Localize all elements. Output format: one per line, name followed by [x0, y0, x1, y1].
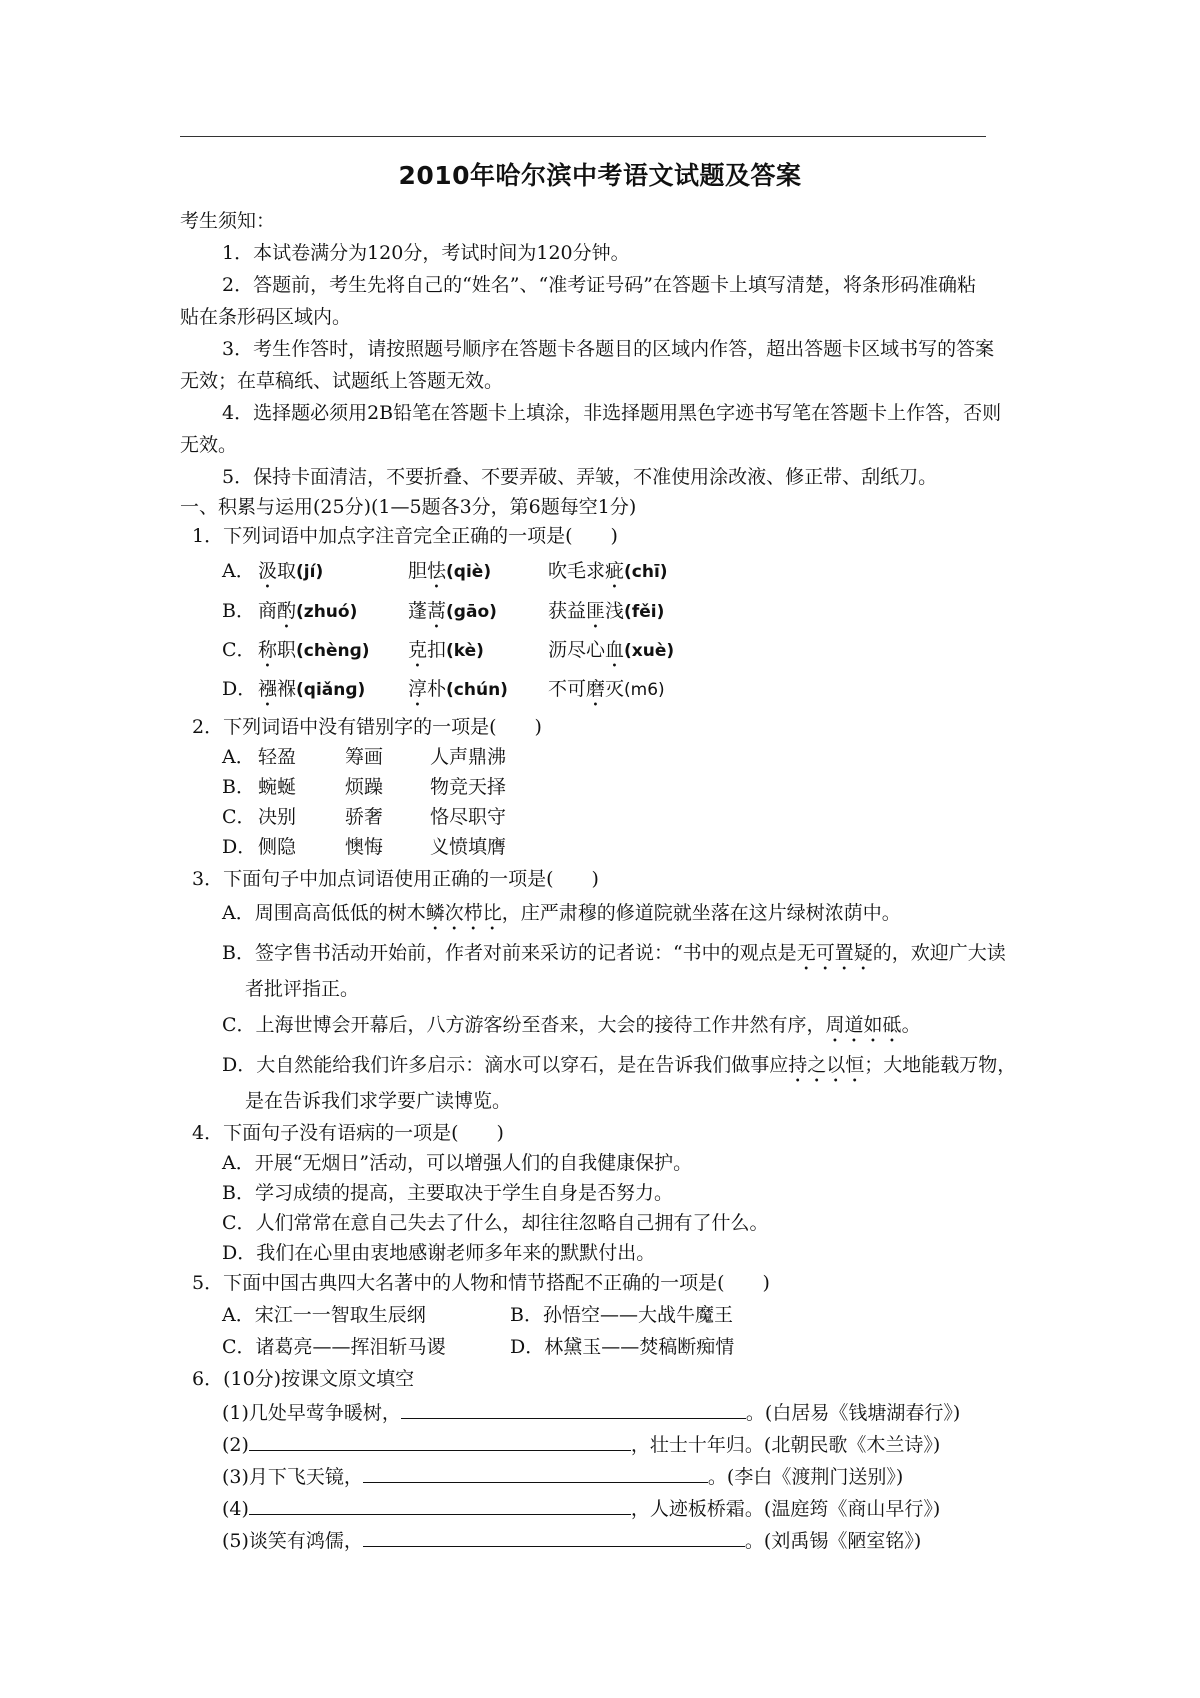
q1-word-2: 蓬蒿(gāo) — [408, 600, 497, 622]
q3-option-a: A．周围高高低低的树木鳞次栉比，庄严肃穆的修道院就坐落在这片绿树浓荫中。 — [222, 902, 901, 924]
answer-blank[interactable] — [249, 1494, 631, 1515]
option-label: A． — [222, 560, 255, 582]
notice-item-1: 1．本试卷满分为120分，考试时间为120分钟。 — [222, 242, 630, 264]
option-label: C． — [222, 639, 256, 661]
q3-option-b-cont: 者批评指正。 — [245, 978, 360, 1000]
q1-word-3: 沥尽心血(xuè) — [548, 639, 675, 661]
q4-option-d: D．我们在心里由衷地感谢老师多年来的默默付出。 — [222, 1242, 656, 1264]
q5-option-b: B．孙悟空——大战牛魔王 — [510, 1304, 733, 1326]
notice-item-4-cont: 无效。 — [180, 434, 238, 456]
notice-heading: 考生须知： — [180, 210, 276, 232]
q1-word-3: 获益匪浅(fěi) — [548, 600, 665, 622]
q5-stem: 5．下面中国古典四大名著中的人物和情节搭配不正确的一项是( ) — [192, 1272, 770, 1294]
q2-word-3: 物竞天择 — [430, 776, 507, 798]
option-label: A． — [222, 746, 255, 768]
q2-word-1: 蜿蜒 — [258, 776, 297, 798]
q2-word-2: 骄奢 — [345, 806, 384, 828]
q4-stem: 4．下面句子没有语病的一项是( ) — [192, 1122, 504, 1144]
q3-option-d-cont: 是在告诉我们求学要广读博览。 — [245, 1090, 512, 1112]
q5-option-c: C．诸葛亮——挥泪斩马谡 — [222, 1336, 446, 1358]
notice-item-3: 3．考生作答时，请按照题号顺序在答题卡各题目的区域内作答，超出答题卡区域书写的答案 — [222, 338, 995, 360]
q3-stem: 3．下面句子中加点词语使用正确的一项是( ) — [192, 868, 599, 890]
option-label: B． — [222, 776, 255, 798]
option-label: D． — [222, 836, 257, 858]
q3-option-b: B．签字售书活动开始前，作者对前来采访的记者说：“书中的观点是无可置疑的，欢迎广大读 — [222, 942, 1006, 964]
option-label: D． — [222, 678, 257, 700]
q1-word-2: 胆怯(qiè) — [408, 560, 492, 582]
q6-item-3: (3)月下飞天镜， 。(李白《渡荆门送别》) — [222, 1462, 903, 1490]
q1-word-3: 吹毛求疵(chī) — [548, 560, 668, 582]
notice-item-5: 5．保持卡面清洁，不要折叠、不要弄破、弄皱，不准使用涂改液、修正带、刮纸刀。 — [222, 466, 938, 488]
notice-item-4: 4．选择题必须用2B铅笔在答题卡上填涂，非选择题用黑色字迹书写笔在答题卡上作答，否则 — [222, 402, 1002, 424]
header-rule — [180, 136, 986, 137]
q6-item-2: (2) ，壮士十年归。(北朝民歌《木兰诗》) — [222, 1430, 940, 1458]
q6-item-1: (1)几处早莺争暖树， 。(白居易《钱塘湖春行》) — [222, 1398, 960, 1426]
q6-item-4: (4) ，人迹板桥霜。(温庭筠《商山早行》) — [222, 1494, 940, 1522]
notice-item-2: 2．答题前，考生先将自己的“姓名”、“准考证号码”在答题卡上填写清楚，将条形码准确粘 — [222, 274, 976, 296]
q1-word-2: 淳朴(chún) — [408, 678, 508, 700]
q1-word-1: 汲取(jí) — [258, 560, 324, 582]
q6-item-5: (5)谈笑有鸿儒， 。(刘禹锡《陋室铭》) — [222, 1526, 921, 1554]
q4-option-c: C．人们常常在意自己失去了什么，却往往忽略自己拥有了什么。 — [222, 1212, 769, 1234]
q2-word-3: 人声鼎沸 — [430, 746, 507, 768]
q2-word-1: 决别 — [258, 806, 297, 828]
q2-word-2: 烦躁 — [345, 776, 384, 798]
answer-blank[interactable] — [401, 1398, 746, 1419]
q5-option-a: A．宋江一一智取生辰纲 — [222, 1304, 426, 1326]
answer-blank[interactable] — [249, 1430, 631, 1451]
q3-option-d: D．大自然能给我们许多启示：滴水可以穿石，是在告诉我们做事应持之以恒；大地能载万物， — [222, 1054, 1017, 1076]
q1-word-2: 克扣(kè) — [408, 639, 484, 661]
answer-blank[interactable] — [363, 1462, 708, 1483]
q2-word-3: 义愤填膺 — [430, 836, 507, 858]
option-label: C． — [222, 806, 256, 828]
option-label: B． — [222, 600, 255, 622]
q4-option-b: B．学习成绩的提高，主要取决于学生自身是否努力。 — [222, 1182, 673, 1204]
q1-stem: 1．下列词语中加点字注音完全正确的一项是( ) — [192, 525, 618, 547]
notice-item-2-cont: 贴在条形码区域内。 — [180, 306, 352, 328]
section-heading: 一、积累与运用(25分)(1—5题各3分，第6题每空1分) — [180, 496, 637, 518]
q2-word-1: 侧隐 — [258, 836, 297, 858]
q2-word-1: 轻盈 — [258, 746, 297, 768]
exam-title: 2010年哈尔滨中考语文试题及答案 — [398, 161, 802, 190]
q5-option-d: D．林黛玉——焚稿断痴情 — [510, 1336, 735, 1358]
q2-word-2: 懊悔 — [345, 836, 384, 858]
q1-word-3: 不可磨灭(m6) — [548, 678, 665, 700]
q1-word-1: 襁褓(qiǎnɡ) — [258, 678, 366, 700]
q1-word-1: 称职(chènɡ) — [258, 639, 370, 661]
q4-option-a: A．开展“无烟日”活动，可以增强人们的自我健康保护。 — [222, 1152, 693, 1174]
q2-stem: 2．下列词语中没有错别字的一项是( ) — [192, 716, 542, 738]
q2-word-2: 筹画 — [345, 746, 384, 768]
answer-blank[interactable] — [363, 1526, 745, 1547]
q1-word-1: 商酌(zhuó) — [258, 600, 358, 622]
notice-item-3-cont: 无效；在草稿纸、试题纸上答题无效。 — [180, 370, 504, 392]
q3-option-c: C．上海世博会开幕后，八方游客纷至沓来，大会的接待工作井然有序，周道如砥。 — [222, 1014, 921, 1036]
q2-word-3: 恪尽职守 — [430, 806, 507, 828]
q6-stem: 6．(10分)按课文原文填空 — [192, 1368, 415, 1390]
